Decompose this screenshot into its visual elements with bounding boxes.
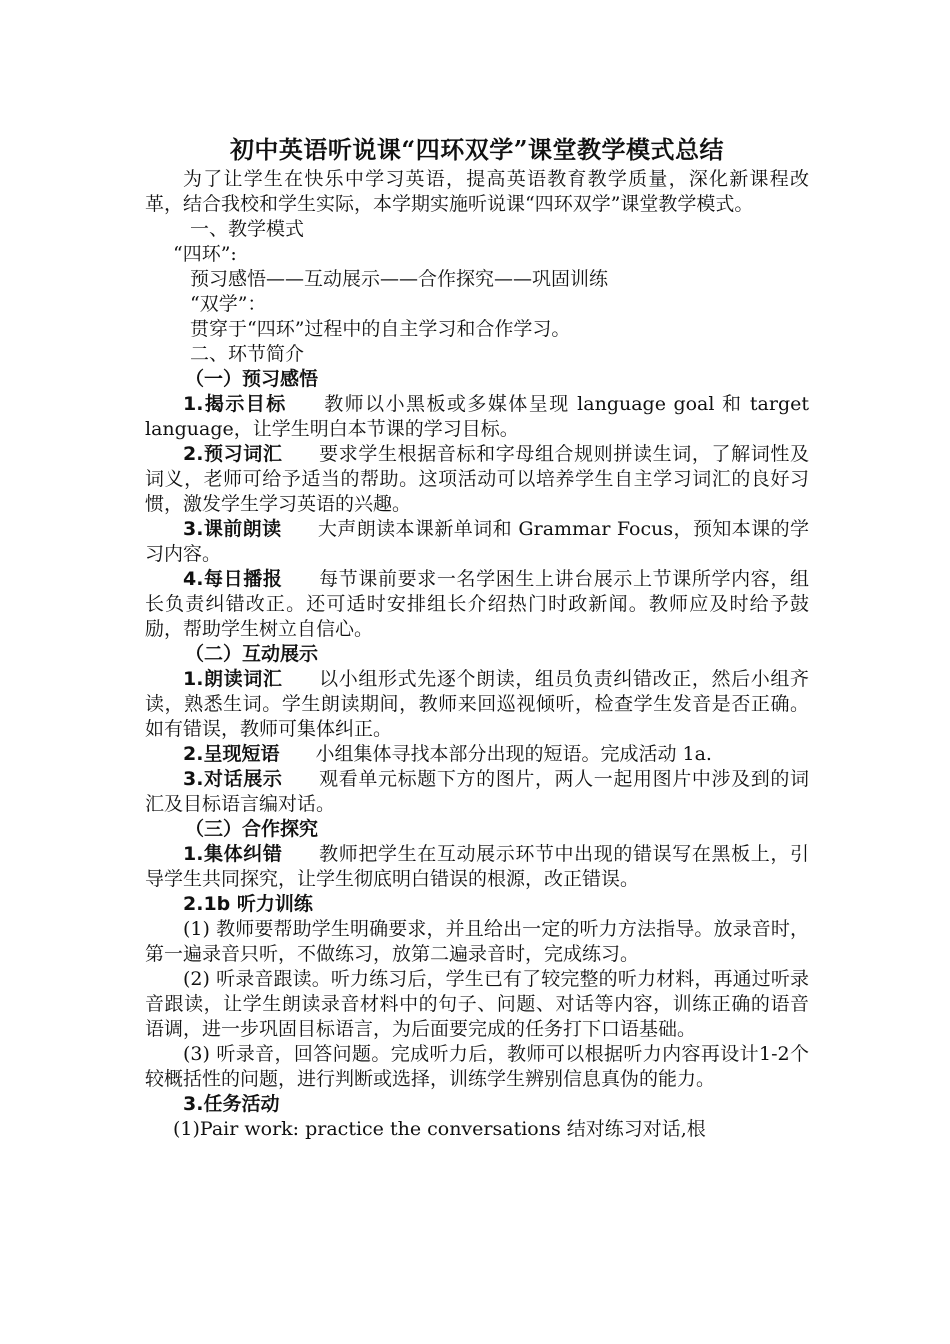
two-learnings-label: “双学”： xyxy=(190,293,267,315)
item-label: 3.任务活动 xyxy=(183,1093,280,1115)
item-label: 2.预习词汇 xyxy=(183,443,283,465)
part-2-item-2 xyxy=(145,742,809,767)
task-line: (1)Pair work: practice the conversations 结对练习对话,根 xyxy=(173,1118,706,1140)
item-text: 每节课前要求一名学困生上讲台展示上节课所学内容，组长负责纠错改正。还可适时安排组长介绍热门时政新闻。教师应及时给予鼓励，帮助学生树立自信心。 xyxy=(145,568,809,640)
part-2-item-3 xyxy=(145,767,809,817)
item-label: 1.朗读词汇 xyxy=(183,668,283,690)
part-3-heading: （三）合作探究 xyxy=(185,818,319,840)
four-rings-text: 预习感悟——互动展示——合作探究——巩固训练 xyxy=(190,268,609,290)
two-learnings-text: 贯穿于“四环”过程中的自主学习和合作学习。 xyxy=(190,318,571,340)
part-2-item-1 xyxy=(145,667,809,742)
document-title: 初中英语听说课“四环双学”课堂教学模式总结 xyxy=(229,135,725,164)
document-page xyxy=(145,133,809,1142)
item-text: 教师把学生在互动展示环节中出现的错误写在黑板上，引导学生共同探究，让学生彻底明白错误的根源，改正错误。 xyxy=(145,843,809,890)
part-1-item-1 xyxy=(145,392,809,442)
task-heading xyxy=(145,1092,809,1117)
item-text: 以小组形式先逐个朗读，组员负责纠错改正，然后小组齐读，熟悉生词。学生朗读期间，教师来回巡视倾听，检查学生发音是否正确。如有错误，教师可集体纠正。 xyxy=(145,668,809,740)
listening-step-2: (2) 听录音跟读。听力练习后，学生已有了较完整的听力材料，再通过听录音跟读，让学生朗读录音材料中的句子、问题、对话等内容，训练正确的语音语调，进一步巩固目标语言，为后面要完成的任务打下口语基础。 xyxy=(145,968,809,1040)
part-3-item-1 xyxy=(145,842,809,892)
item-label: 3.课前朗读 xyxy=(183,518,282,540)
intro-paragraph: 为了让学生在快乐中学习英语，提高英语教育教学质量，深化新课程改革，结合我校和学生实际，本学期实施听说课“四环双学”课堂教学模式。 xyxy=(145,168,809,215)
item-text: 教师以小黑板或多媒体呈现 language goal 和 target language，让学生明白本节课的学习目标。 xyxy=(145,393,809,440)
listening-step-1: (1) 教师要帮助学生明确要求，并且给出一定的听力方法指导。放录音时，第一遍录音只听，不做练习，放第二遍录音时，完成练习。 xyxy=(145,918,809,965)
item-label: 3.对话展示 xyxy=(183,768,283,790)
item-label: 1.揭示目标 xyxy=(183,393,287,415)
four-rings-label: “四环”: xyxy=(173,243,237,265)
part-1-heading: （一）预习感悟 xyxy=(185,368,319,390)
item-text: 观看单元标题下方的图片，两人一起用图片中涉及到的词汇及目标语言编对话。 xyxy=(145,768,809,815)
item-label: 4.每日播报 xyxy=(183,568,283,590)
item-label: 2.呈现短语 xyxy=(183,743,280,765)
section-2-heading: 二、环节简介 xyxy=(190,343,305,365)
item-text: 要求学生根据音标和字母组合规则拼读生词，了解词性及词义，老师可给予适当的帮助。这项活动可以培养学生自主学习词汇的良好习惯，激发学生学习英语的兴趣。 xyxy=(145,443,809,515)
part-2-heading: （二）互动展示 xyxy=(185,643,319,665)
listening-step-3: (3) 听录音，回答问题。完成听力后，教师可以根据听力内容再设计1-2个较概括性的问题，进行判断或选择，训练学生辨别信息真伪的能力。 xyxy=(145,1043,809,1090)
part-1-item-2 xyxy=(145,442,809,517)
item-text: 大声朗读本课新单词和 Grammar Focus，预知本课的学习内容。 xyxy=(145,518,809,565)
item-label: 1.集体纠错 xyxy=(183,843,283,865)
part-1-item-4 xyxy=(145,567,809,642)
item-text: 小组集体寻找本部分出现的短语。完成活动 1a. xyxy=(315,743,712,765)
item-label: 2.1b 听力训练 xyxy=(183,893,313,915)
listening-heading xyxy=(145,892,809,917)
section-1-heading: 一、教学模式 xyxy=(190,218,305,240)
part-1-item-3 xyxy=(145,517,809,567)
